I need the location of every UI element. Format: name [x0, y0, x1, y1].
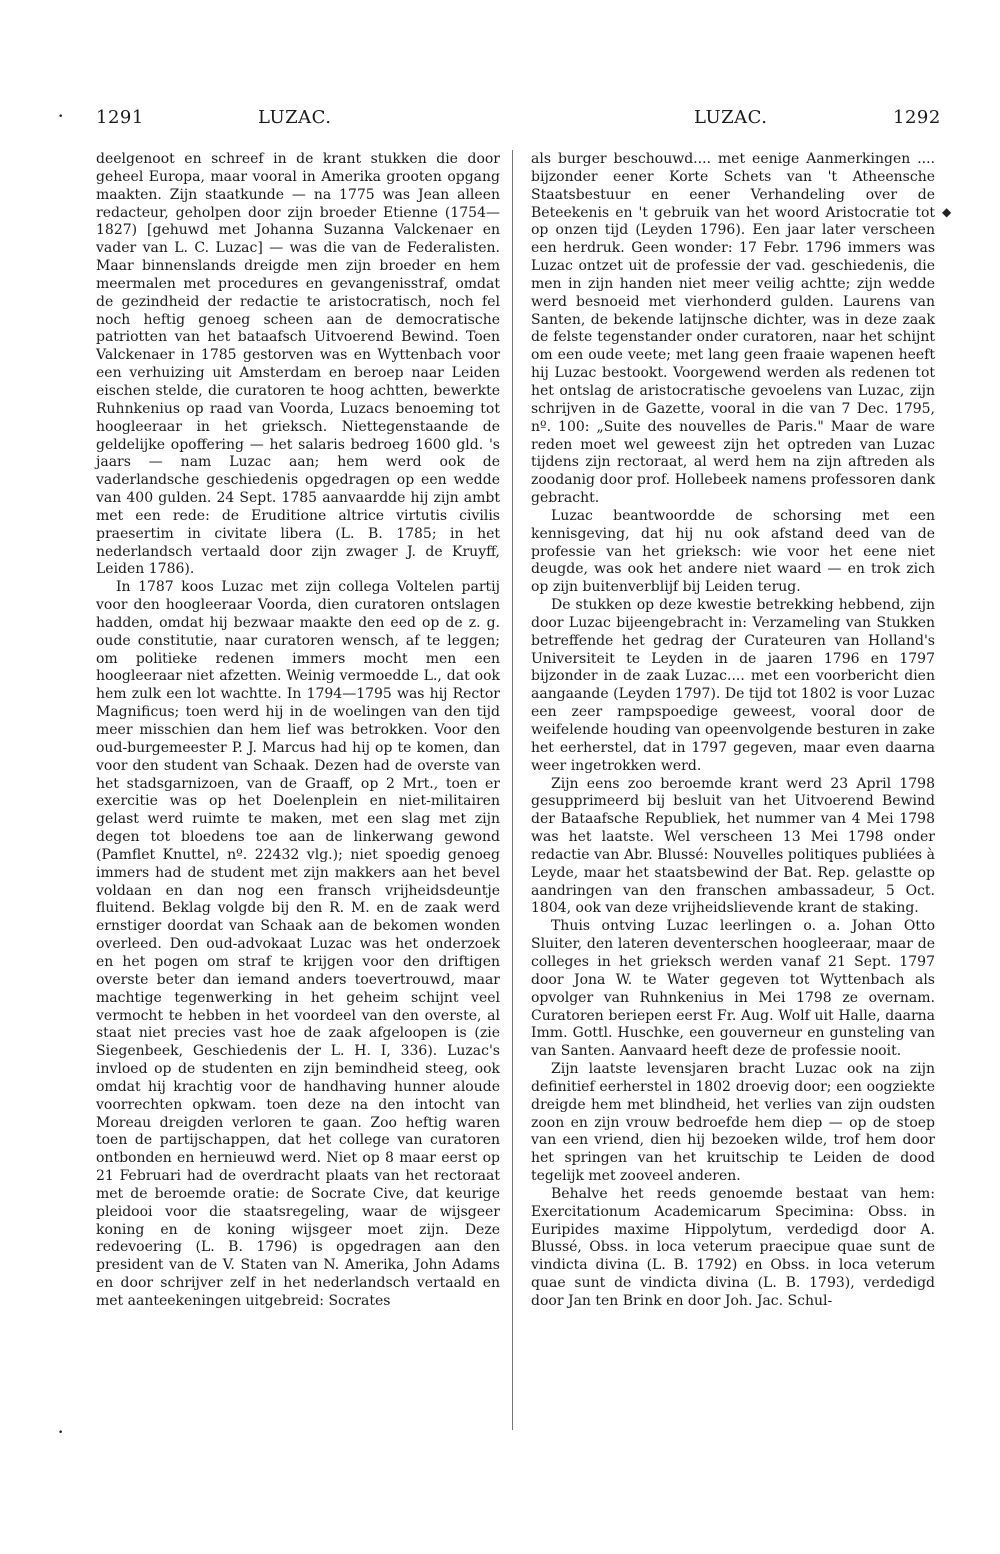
running-title-left: LUZAC.: [258, 107, 332, 128]
margin-bullet-mark: ◆: [942, 205, 952, 219]
page-number-left: 1291: [96, 107, 144, 128]
column-divider: [512, 150, 513, 1430]
paragraph: als burger beschouwd.... met eenige Aanmerkingen .... bijzonder eener Korte Schets van 't Atheensche Staatsbestuur en eener Verhandeling over de Beteekenis en 't gebruik van het woord Aristocratie tot op onzen tijd (Leyden 1796). Een jaar later verscheen een herdruk. Geen wonder: 17 Febr. 1796 immers was Luzac ontzet uit de professie der vad. geschiedenis, die men in zijn handen niet meer veilig achtte; zijn wedde werd besnoeid met vierhonderd gulden. Laurens van Santen, de bekende latijnsche dichter, was in deze zaak de felste tegenstander onder curatoren, naar het schijnt om een oude veete; met lang geen fraaie wapenen heeft hij Luzac bestookt. Voorgewend werden als redenen tot het ontslag de aristocratische gevoelens van Luzac, zijn schrijven in de Gazette, vooral in die van 7 Dec. 1795, nº. 100: „Suite des nouvelles de Paris." Maar de ware reden moet wel geweest zijn het optreden van Luzac tijdens zijn rectoraat, al werd hem na zijn aftreden als zoodanig door prof. Hollebeek namens professoren dank gebracht.: [531, 151, 935, 507]
paragraph: deelgenoot en schreef in de krant stukken die door geheel Europa, maar vooral in Amerika grooten opgang maakten. Zijn staatkunde — na 1775 was Jean alleen redacteur, geholpen door zijn broeder Etienne (1754—1827) [gehuwd met Johanna Suzanna Valckenaer en vader van L. C. Luzac] — was die van de Federalisten. Maar binnenslands dreigde men zijn broeder en hem meermalen met procedures en gevangenisstraf, omdat de gezindheid der redactie te aristocratisch, noch fel noch heftig genoeg scheen aan de democratische patriotten van het bataafsch Uitvoerend Bewind. Toen Valckenaer in 1785 gestorven was en Wyttenbach voor een verhuizing uit Amsterdam en beroep naar Leiden eischen stelde, die curatoren te hoog achtten, bewerkte Ruhnkenius op raad van Voorda, Luzacs benoeming tot hoogleeraar in het grieksch. Niettegenstaande de geldelijke opoffering — het salaris bedroeg 1600 gld. 's jaars — nam Luzac aan; hem werd ook de vaderlandsche geschiedenis opgedragen op een wedde van 400 gulden. 24 Sept. 1785 aanvaardde hij zijn ambt met een rede: de Eruditione altrice virtutis civilis praesertim in civitate libera (L. B. 1785; in het nederlandsch vertaald door zijn zwager J. de Kruyff, Leiden 1786).: [96, 151, 500, 578]
paragraph: Thuis ontving Luzac leerlingen o. a. Johan Otto Sluiter, den lateren deventerschen hoogleeraar, maar de colleges in het grieksch werden vanaf 21 Sept. 1797 door Jona W. te Water gegeven tot Wyttenbach als opvolger van Ruhnkenius in Mei 1798 ze overnam. Curatoren beriepen eerst Fr. Aug. Wolf uit Halle, daarna Imm. Gottl. Huschke, een gouverneur en gunsteling van van Santen. Aanvaard heeft deze de professie nooit.: [531, 918, 935, 1060]
paragraph: Behalve het reeds genoemde bestaat van hem: Exercitationum Academicarum Specimina: Obss. in Euripides maxime Hippolytum, verdedigd door A. Blussé, Obss. in loca veterum praecipue quae sunt de vindicta divina (L. B. 1792) en Obss. in loca veterum quae sunt de vindicta divina (L. B. 1793), verdedigd door Jan ten Brink en door Joh. Jac. Schul-: [531, 1185, 935, 1309]
paragraph: Zijn laatste levensjaren bracht Luzac ook na zijn definitief eerherstel in 1802 droevig door; een oogziekte dreigde hem met blindheid, het verlies van zijn oudsten zoon en zijn vrouw bedroefde hem diep — op de stoep van een vriend, dien hij bezoeken wilde, trof hem door het springen van het kruitschip te Leiden de dood tegelijk met zooveel anderen.: [531, 1061, 935, 1185]
paragraph: Zijn eens zoo beroemde krant werd 23 April 1798 gesupprimeerd bij besluit van het Uitvoerend Bewind der Bataafsche Republiek, het nummer van 4 Mei 1798 was het laatste. Wel verscheen 13 Mei 1798 onder redactie van Abr. Blussé: Nouvelles politiques publiées à Leyde, maar het staatsbewind der Bat. Rep. gelastte op aandringen van den franschen ambassadeur, 5 Oct. 1804, ook van deze vrijheidslievende krant de staking.: [531, 775, 935, 917]
paragraph: De stukken op deze kwestie betrekking hebbend, zijn door Luzac bijeengebracht in: Verzameling van Stukken betreffende het gedrag der Curateuren van Holland's Universiteit te Leyden in de jaaren 1796 en 1797 bijzonder in de zaak Luzac.... met een voorbericht dien aangaande (Leyden 1797). De tijd tot 1802 is voor Luzac een zeer rampspoedige geweest, vooral door de weifelende houding van opeenvolgende besturen in zake het eerherstel, dat in 1797 gegeven, maar even daarna weer ingetrokken werd.: [531, 597, 935, 774]
text-column-right: [531, 151, 935, 1311]
text-column-left: [96, 151, 500, 1311]
running-title-right: LUZAC.: [694, 107, 768, 128]
page-number-right: 1292: [893, 107, 941, 128]
page-bullet-mark: •: [58, 112, 64, 122]
margin-dot-mark: •: [58, 1428, 64, 1438]
paragraph: Luzac beantwoordde de schorsing met een kennisgeving, dat hij nu ook afstand deed van de professie van het grieksch: wie voor het eene niet deugde, was ook het andere niet waard — en trok zich op zijn buitenverblijf bij Leiden terug.: [531, 507, 935, 596]
paragraph: In 1787 koos Luzac met zijn collega Voltelen partij voor den hoogleeraar Voorda, dien curatoren ontslagen hadden, omdat hij bezwaar maakte den eed op de z. g. oude constitutie, naar curatoren wensch, af te leggen; om politieke redenen immers mocht men een hoogleeraar niet afzetten. Weinig vermoedde L., dat ook hem zulk een lot wachtte. In 1794—1795 was hij Rector Magnificus; toen werd hij in de woelingen van den tijd meer misschien dan hem lief was betrokken. Voor den oud-burgemeester P. J. Marcus had hij op te komen, dan voor den student van Schaak. Dezen had de overste van het stadsgarnizoen, van de Graaff, op 2 Mrt., toen er exercitie was op het Doelenplein en niet-militairen gelast werd ruimte te maken, met een slag met zijn degen tot bloedens toe aan de linkerwang gewond (Pamflet Knuttel, nº. 22432 vlg.); niet spoedig genoeg immers had de student met zijn makkers aan het bevel voldaan en dan nog een fransch vrijheidsdeuntje fluitend. Beklag volgde bij den R. M. en de zaak werd ernstiger doordat van Schaak aan de bekomen wonden overleed. Den oud-advokaat Luzac was het onderzoek en het pogen om straf te krijgen voor den driftigen overste beter dan iemand anders toevertrouwd, maar machtige tegenwerking in het geheim schijnt veel vermocht te hebben in het voordeel van den overste, al staat niet precies vast hoe de zaak afgeloopen is (zie Siegenbeek, Geschiedenis der L. H. I, 336). Luzac's invloed op de studenten en zijn bemindheid steeg, ook omdat hij krachtig voor de handhaving hunner aloude voorrechten opkwam. toen deze na den intocht van Moreau dreigden verloren te gaan. Zoo heftig waren toen de partijschappen, dat het college van curatoren ontbonden en hernieuwd werd. Niet op 8 maar eerst op 21 Februari had de overdracht plaats van het rectoraat met de beroemde oratie: de Socrate Cive, dat keurige pleidooi voor die staatsregeling, waar de wijsgeer koning en de koning wijsgeer moet zijn. Deze redevoering (L. B. 1796) is opgedragen aan den president van de V. Staten van N. Amerika, John Adams en door schrijver zelf in het nederlandsch vertaald en met aanteekeningen uitgebreid: Socrates: [96, 579, 500, 1309]
